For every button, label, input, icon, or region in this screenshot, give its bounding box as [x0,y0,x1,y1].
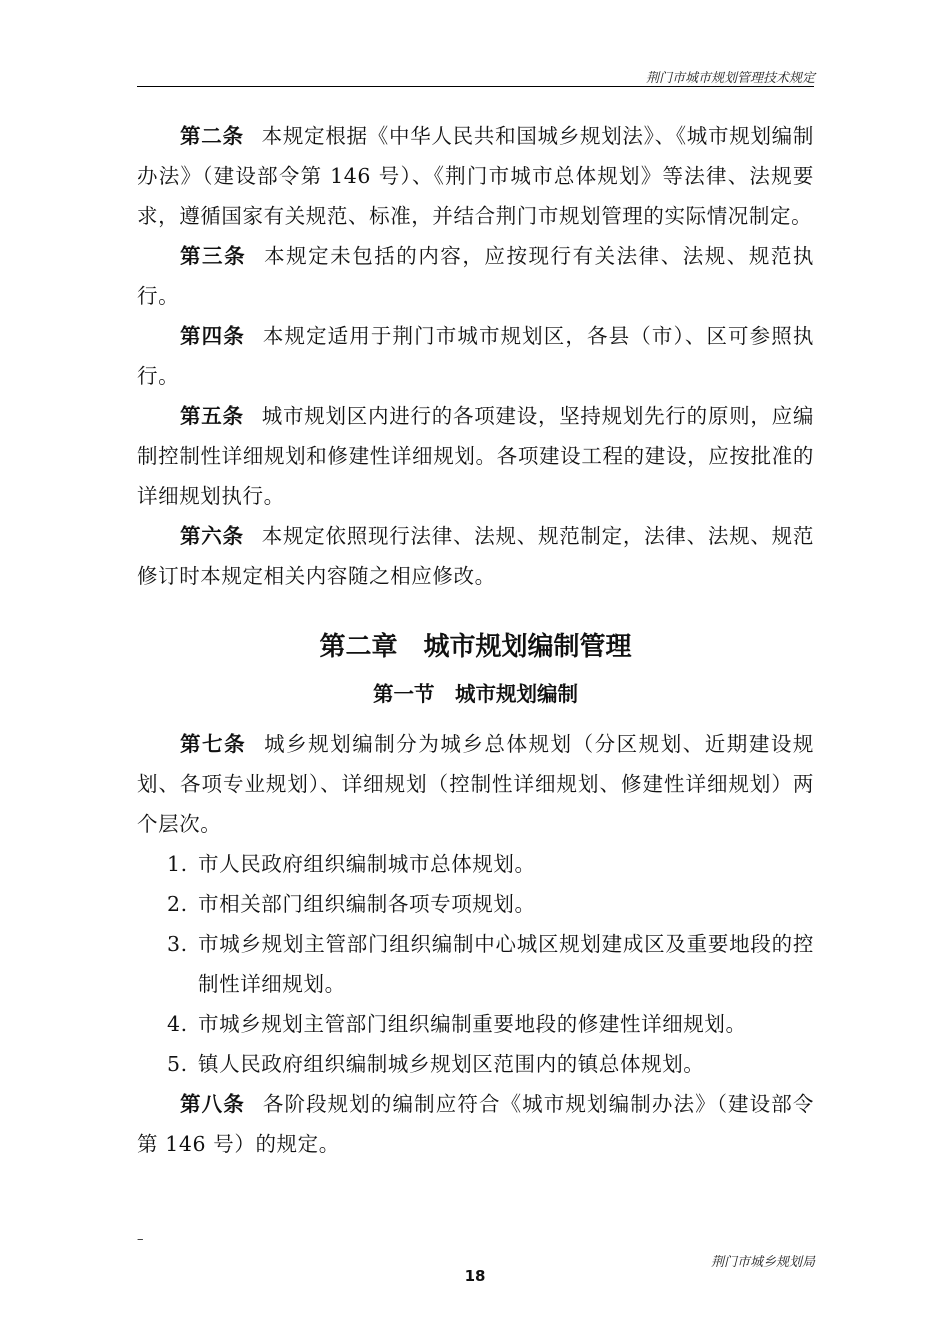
list-item-text: 镇人民政府组织编制城乡规划区范围内的镇总体规划。 [198,1052,705,1076]
list-item-number: 3. [167,932,188,956]
article-2 [137,116,814,236]
list-item [137,1004,814,1044]
article-3 [137,236,814,316]
list-item-text: 市人民政府组织编制城市总体规划。 [198,852,536,876]
article-text: 本规定适用于荆门市城市规划区，各县（市）、区可参照执行。 [137,324,814,388]
footer-dash: – [137,1232,144,1247]
article-lead: 第五条 [180,404,244,428]
article-text: 本规定根据《中华人民共和国城乡规划法》、《城市规划编制办法》（建设部令第 146 号）、《荆门市城市总体规划》等法律、法规要求，遵循国家有关规范、标准，并结合荆门市规划管理的实际情况制定。 [137,124,814,228]
numbered-list [137,844,814,1084]
article-6 [137,516,814,596]
article-lead: 第八条 [180,1092,245,1116]
article-lead: 第三条 [180,244,247,268]
chapter-title: 第二章 城市规划编制管理 [319,632,632,662]
list-item [137,1044,814,1084]
list-item-text: 市城乡规划主管部门组织编制重要地段的修建性详细规划。 [198,1012,747,1036]
list-item-text: 市城乡规划主管部门组织编制中心城区规划建成区及重要地段的控制性详细规划。 [198,932,814,996]
article-lead: 第六条 [180,524,244,548]
list-item-number: 1. [167,852,188,876]
running-header-title: 荆门市城市规划管理技术规定 [645,71,815,86]
article-text: 城市规划区内进行的各项建设，坚持规划先行的原则，应编制控制性详细规划和修建性详细规划。各项建设工程的建设，应按批准的详细规划执行。 [137,404,814,508]
article-text: 各阶段规划的编制应符合《城市规划编制办法》（建设部令 第 146 号）的规定。 [137,1092,814,1156]
article-text: 城乡规划编制分为城乡总体规划（分区规划、近期建设规划、各项专业规划）、详细规划（控制性详细规划、修建性详细规划）两个层次。 [137,732,814,836]
list-item-number: 2. [167,892,188,916]
page-number: 18 [464,1267,486,1285]
list-item-text: 市相关部门组织编制各项专项规划。 [198,892,536,916]
article-lead: 第二条 [180,124,244,148]
article-text: 本规定依照现行法律、法规、规范制定，法律、法规、规范修订时本规定相关内容随之相应修改。 [137,524,814,588]
header-divider [137,86,814,87]
article-8 [137,1084,814,1164]
list-item [137,924,814,1004]
list-item [137,844,814,884]
document-body [137,116,814,1164]
article-4 [137,316,814,396]
list-item-number: 4. [167,1012,188,1036]
article-7 [137,724,814,844]
list-item [137,884,814,924]
footer-organization: 荆门市城乡规划局 [710,1255,815,1270]
section-title: 第一节 城市规划编制 [373,682,578,706]
article-text: 本规定未包括的内容，应按现行有关法律、法规、规范执行。 [137,244,814,308]
article-lead: 第四条 [180,324,245,348]
article-5 [137,396,814,516]
article-lead: 第七条 [180,732,247,756]
list-item-number: 5. [167,1052,188,1076]
